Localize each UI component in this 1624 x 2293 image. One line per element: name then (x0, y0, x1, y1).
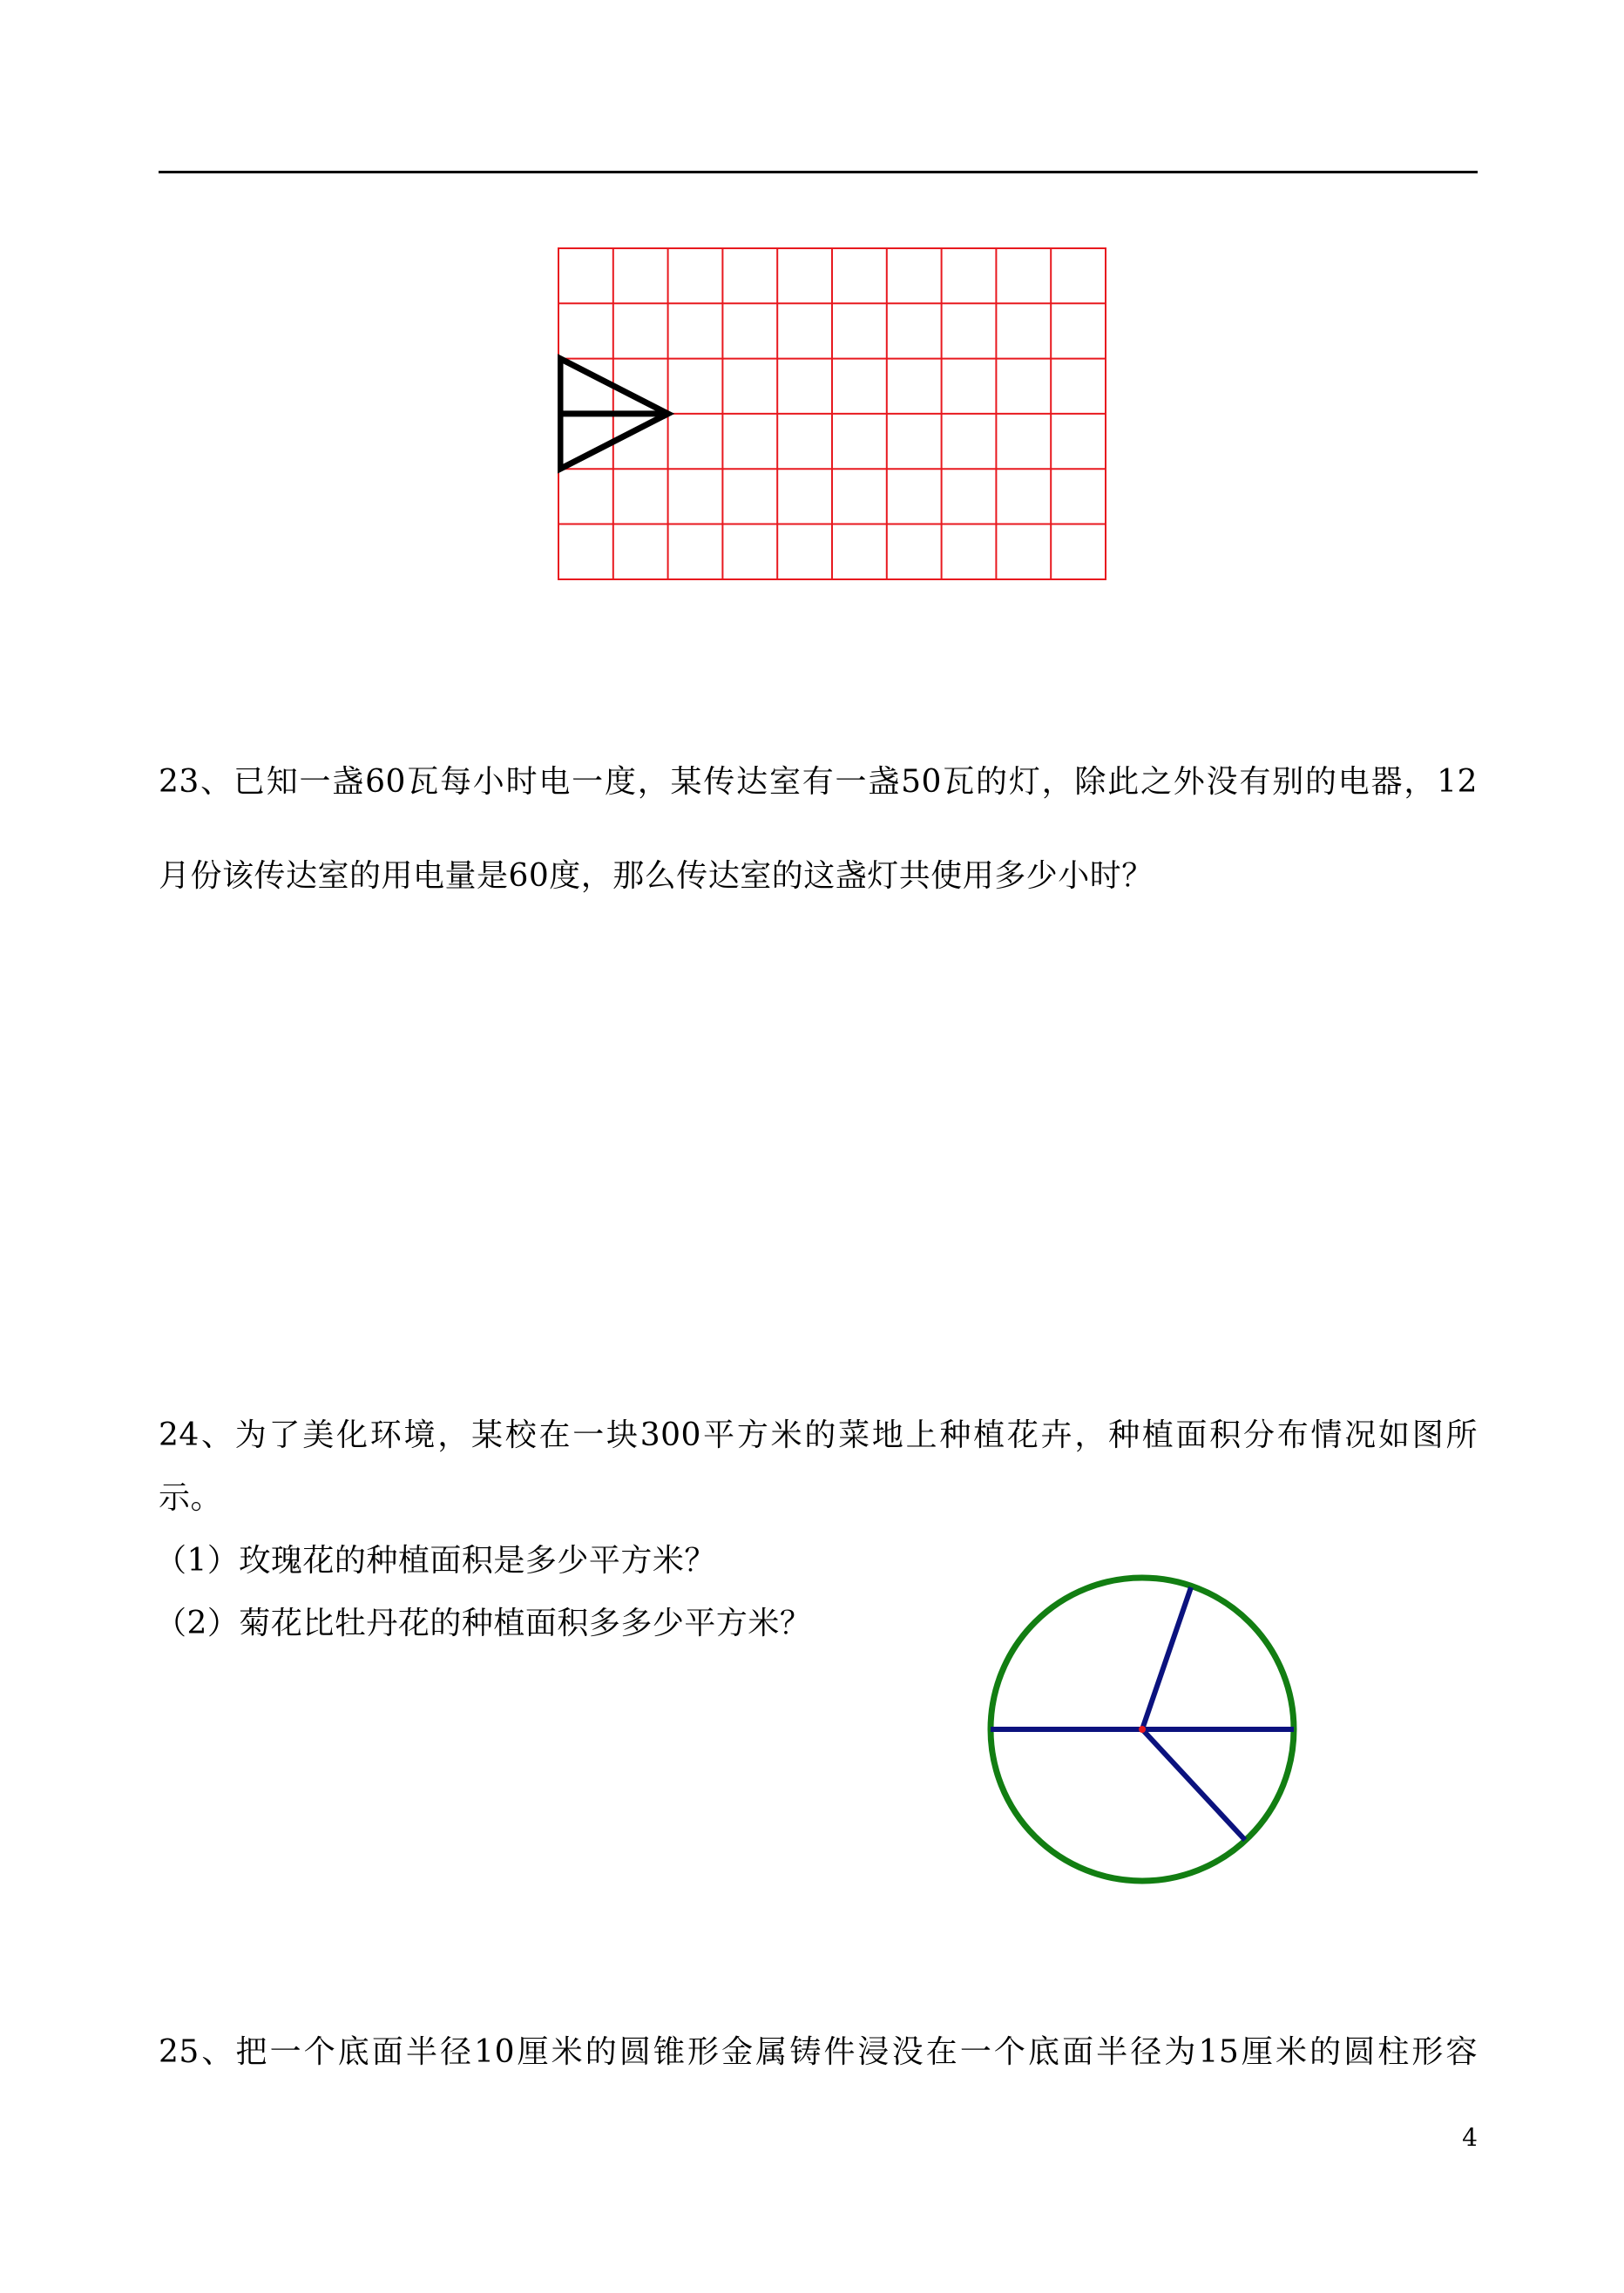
question-24-subquestion-1: （1）玫瑰花的种植面积是多少平方米？ (155, 1543, 716, 1579)
question-24-line-1: 24、为了美化环境，某校在一块300平方米的菜地上种植花卉，种植面积分布情况如图所 (159, 1417, 1478, 1453)
grid-with-triangle-diagram (558, 247, 1106, 580)
question-24-subquestion-2: （2）菊花比牡丹花的种植面积多多少平方米？ (155, 1606, 812, 1641)
question-23-line-2: 月份该传达室的用电量是60度，那么传达室的这盏灯共使用多少小时？ (159, 858, 1154, 894)
center-dot (1139, 1726, 1146, 1733)
question-24-line-2: 示。 (159, 1480, 223, 1516)
question-23-line-1: 23、已知一盏60瓦每小时电一度，某传达室有一盏50瓦的灯，除此之外没有别的电器，12 (159, 764, 1478, 800)
page-number: 4 (1462, 2123, 1478, 2152)
question-25-line-1: 25、把一个底面半径10厘米的圆锥形金属铸件浸没在一个底面半径为15厘米的圆柱形容 (159, 2034, 1478, 2070)
header-rule (159, 171, 1478, 173)
circle-divided-by-radii-diagram (981, 1568, 1303, 1891)
